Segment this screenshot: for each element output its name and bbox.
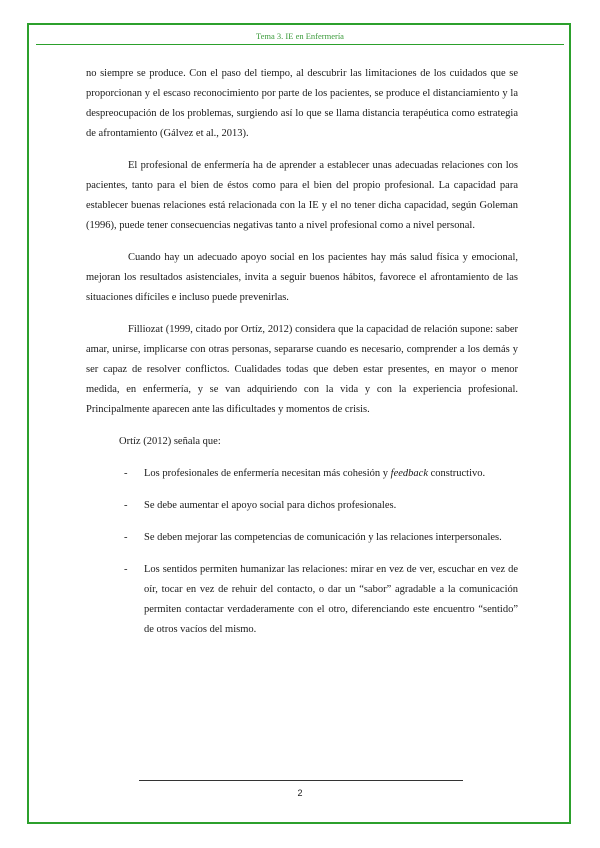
list-item-text: Los sentidos permiten humanizar las relaciones: mirar en vez de ver, escuchar en vez de oír, tocar en vez de rehuir del contacto, o dar un “sabor” agradable a la comunicación permiten contactar verdaderamente con el otro, diferenciando este encuentro “sentido” de otros vacíos del mismo. — [144, 564, 518, 635]
paragraph-1: no siempre se produce. Con el paso del tiempo, al descubrir las limitaciones de los cuidados que se proporcionan y el escaso reconocimiento por parte de los pacientes, se produce el distanciamiento y la despreocupación de los problemas, surgiendo así lo que se llama distancia terapéutica como estrategia de afrontamiento (Gálvez et al., 2013). — [86, 68, 518, 139]
page-number: 2 — [297, 788, 303, 798]
list-item-text: Los profesionales de enfermería necesitan más cohesión y — [144, 468, 391, 479]
dash-bullet: - — [124, 564, 128, 575]
recommendations-list — [86, 464, 518, 640]
list-item — [86, 528, 518, 548]
header-rule — [36, 44, 564, 45]
list-item — [86, 496, 518, 516]
dash-bullet: - — [124, 500, 128, 511]
list-intro: Ortíz (2012) señala que: — [119, 436, 221, 447]
footer-rule — [139, 780, 463, 781]
running-header: Tema 3. IE en Enfermería — [256, 31, 344, 41]
body-text — [86, 64, 518, 652]
list-item — [86, 560, 518, 640]
list-item — [86, 464, 518, 484]
list-item-text: Se deben mejorar las competencias de comunicación y las relaciones interpersonales. — [144, 532, 502, 543]
dash-bullet: - — [124, 468, 128, 479]
list-item-text: Se debe aumentar el apoyo social para dichos profesionales. — [144, 500, 397, 511]
list-item-text: constructivo. — [427, 468, 486, 479]
paragraph-3: Cuando hay un adecuado apoyo social en los pacientes hay más salud física y emocional, mejoran los resultados asistenciales, invita a seguir buenos hábitos, favorece el afrontamiento de las situaciones difíciles e incluso puede prevenirlas. — [86, 252, 518, 303]
paragraph-2: El profesional de enfermería ha de aprender a establecer unas adecuadas relaciones con los pacientes, tanto para el bien de éstos como para el bien del propio profesional. La capacidad para establecer buenas relaciones está relacionada con la IE y el no tener dicha capacidad, según Goleman (1996), puede tener consecuencias negativas tanto a nivel profesional como a nivel personal. — [86, 160, 518, 231]
dash-bullet: - — [124, 532, 128, 543]
paragraph-4: Filliozat (1999, citado por Ortíz, 2012) considera que la capacidad de relación supone: saber amar, unirse, implicarse con otras personas, separarse cuando es necesario, comprender a los demás y ser capaz de resolver conflictos. Cualidades todas que deben estar presentes, en mayor o menor medida, en enfermería, y se van adquiriendo con la vida y con la experiencia profesional. Principalmente aparecen ante las dificultades y momentos de crisis. — [86, 324, 518, 415]
list-item-italic: feedback — [390, 468, 428, 479]
